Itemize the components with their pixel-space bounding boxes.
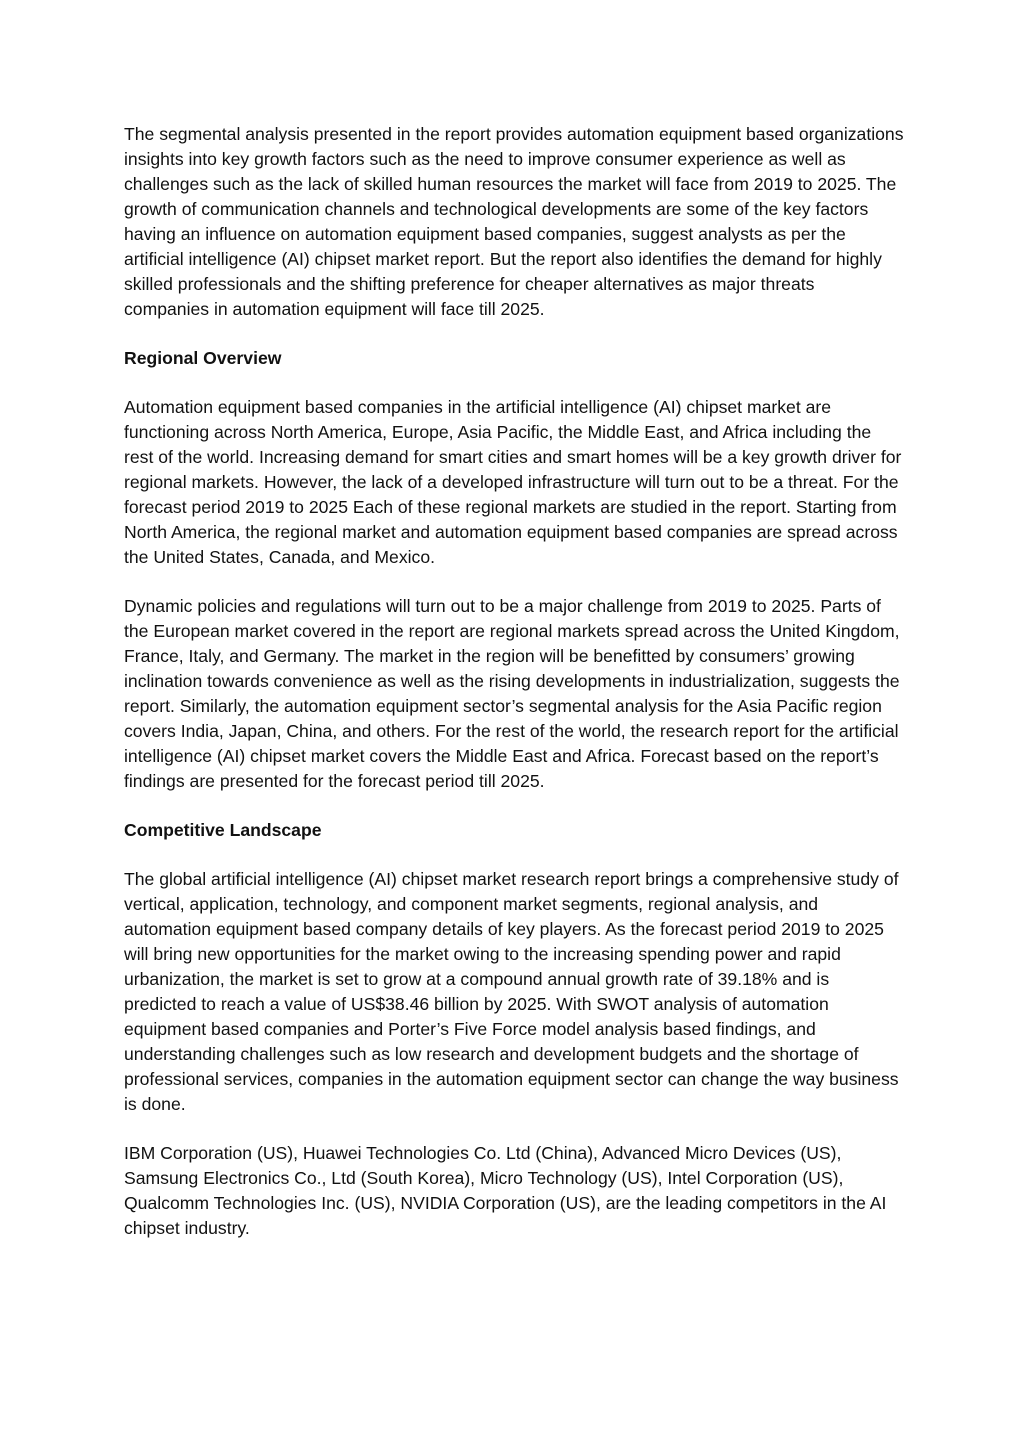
regional-overview-heading: Regional Overview [124, 348, 282, 368]
document-page [124, 122, 904, 1265]
competitors-paragraph: IBM Corporation (US), Huawei Technologies Co. Ltd (China), Advanced Micro Devices (US), Samsung Electronics Co., Ltd (South Korea), Micro Technology (US), Intel Corporation (US), Qualcomm Technologies Inc. (US), NVIDIA Corporation (US), are the leading competitors in the AI chipset industry. [124, 1143, 887, 1238]
competitive-paragraph: The global artificial intelligence (AI) chipset market research report brings a comprehensive study of vertical, application, technology, and component market segments, regional analysis, and automation equipment based company details of key players. As the forecast period 2019 to 2025 will bring new opportunities for the market owing to the increasing spending power and rapid urbanization, the market is set to grow at a compound annual growth rate of 39.18% and is predicted to reach a value of US$38.46 billion by 2025. With SWOT analysis of automation equipment based companies and Porter’s Five Force model analysis based findings, and understanding challenges such as low research and development budgets and the shortage of professional services, companies in the automation equipment sector can change the way business is done. [124, 869, 899, 1114]
competitive-landscape-heading: Competitive Landscape [124, 820, 322, 840]
regional-paragraph: Automation equipment based companies in the artificial intelligence (AI) chipset market are functioning across North America, Europe, Asia Pacific, the Middle East, and Africa including the rest of the world. Increasing demand for smart cities and smart homes will be a key growth driver for regional markets. However, the lack of a developed infrastructure will turn out to be a threat. For the forecast period 2019 to 2025 Each of these regional markets are studied in the report. Starting from North America, the regional market and automation equipment based companies are spread across the United States, Canada, and Mexico. [124, 397, 902, 567]
policies-paragraph: Dynamic policies and regulations will turn out to be a major challenge from 2019 to 2025. Parts of the European market covered in the report are regional markets spread across the United Kingdom, France, Italy, and Germany. The market in the region will be benefitted by consumers’ growing inclination towards convenience as well as the rising developments in industrialization, suggests the report. Similarly, the automation equipment sector’s segmental analysis for the Asia Pacific region covers India, Japan, China, and others. For the rest of the world, the research report for the artificial intelligence (AI) chipset market covers the Middle East and Africa. Forecast based on the report’s findings are presented for the forecast period till 2025. [124, 596, 900, 791]
intro-paragraph: The segmental analysis presented in the report provides automation equipment based organizations insights into key growth factors such as the need to improve consumer experience as well as challenges such as the lack of skilled human resources the market will face from 2019 to 2025. The growth of communication channels and technological developments are some of the key factors having an influence on automation equipment based companies, suggest analysts as per the artificial intelligence (AI) chipset market report. But the report also identifies the demand for highly skilled professionals and the shifting preference for cheaper alternatives as major threats companies in automation equipment will face till 2025. [124, 124, 904, 319]
